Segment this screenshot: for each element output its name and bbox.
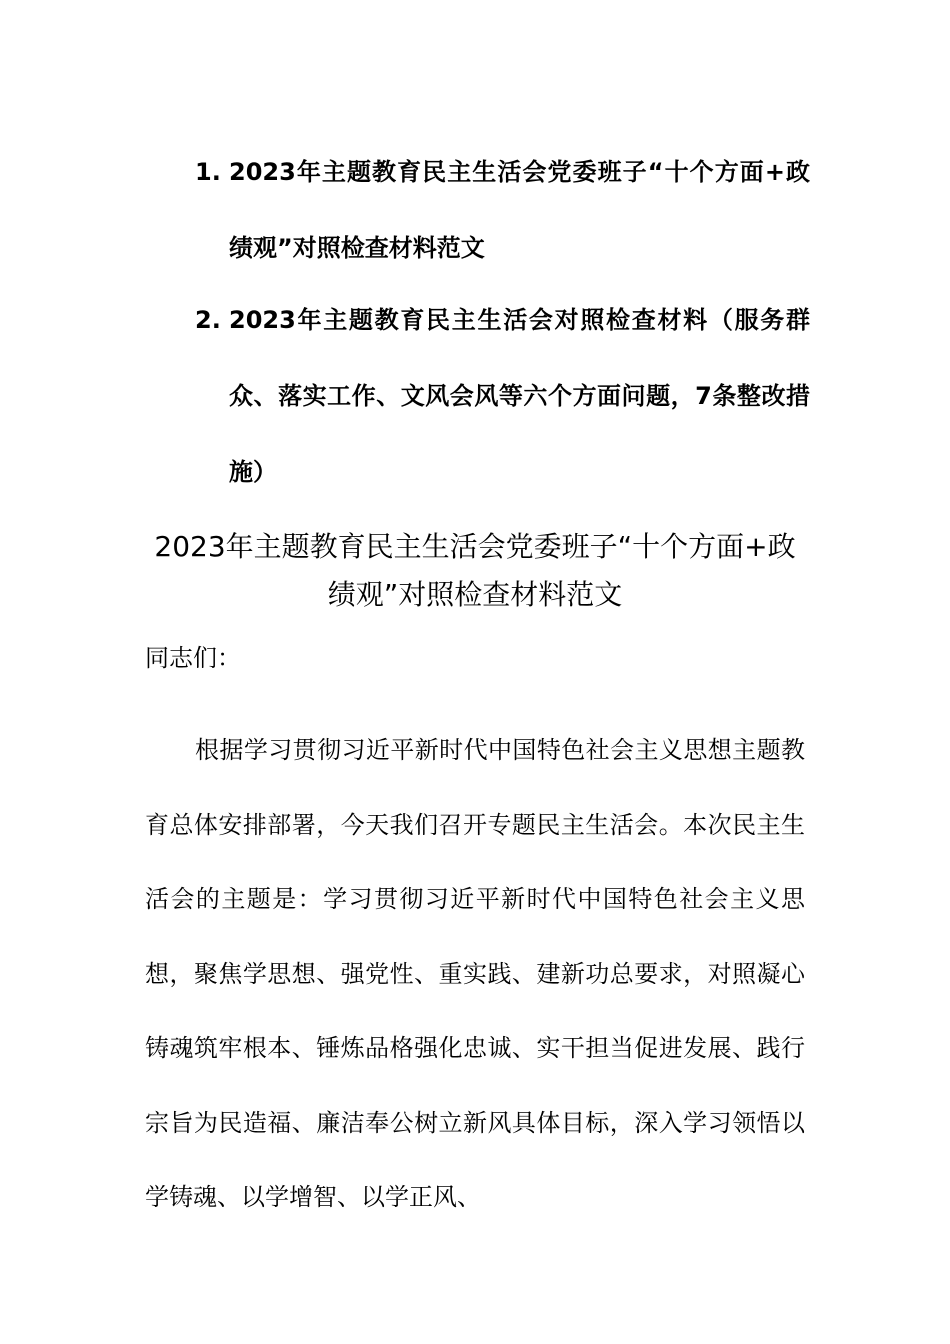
toc-item-text: 2023年主题教育民主生活会党委班子“十个方面+政绩观”对照检查材料范文 bbox=[229, 158, 810, 262]
toc-item-number: 1. bbox=[195, 158, 221, 186]
table-of-contents bbox=[195, 138, 810, 510]
toc-item-text: 2023年主题教育民主生活会对照检查材料（服务群众、落实工作、文风会风等六个方面问题，7条整改措施） bbox=[229, 306, 810, 486]
greeting: 同志们： bbox=[145, 644, 241, 672]
document-title: 2023年主题教育民主生活会党委班子“十个方面+政绩观”对照检查材料范文 bbox=[154, 530, 796, 611]
toc-item-number: 2. bbox=[195, 306, 221, 334]
toc-item[interactable] bbox=[195, 134, 810, 286]
body-paragraph: 根据学习贯彻习近平新时代中国特色社会主义思想主题教育总体安排部署，今天我们召开专题民主生活会。本次民主生活会的主题是：学习贯彻习近平新时代中国特色社会主义思想，聚焦学思想、强党性、重实践、建新功总要求，对照凝心铸魂筑牢根本、锤炼品格强化忠诚、实干担当促进发展、践行宗旨为民造福、廉洁奉公树立新风具体目标，深入学习领悟以学铸魂、以学增智、以学正风、 bbox=[145, 736, 805, 1211]
toc-item[interactable] bbox=[195, 282, 810, 510]
